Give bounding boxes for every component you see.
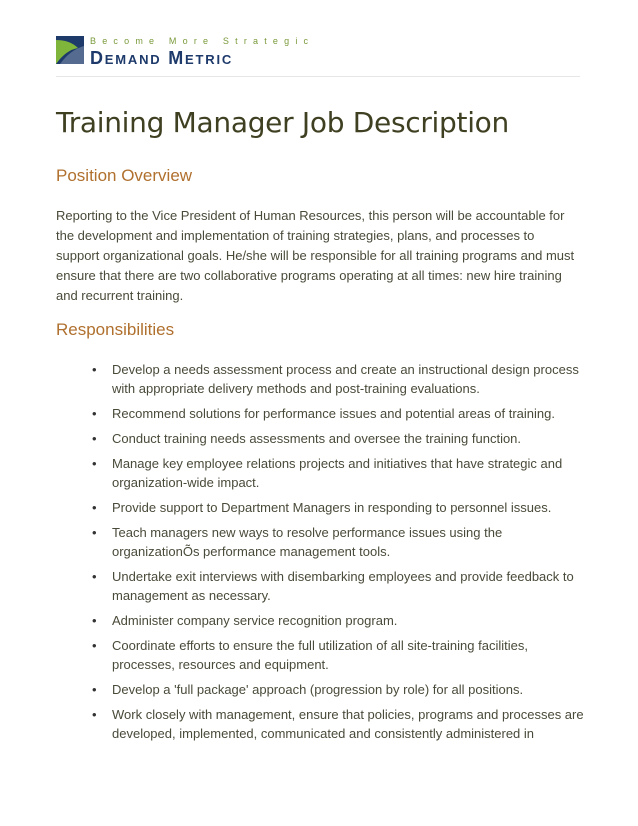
list-item [56,523,586,561]
bullet-icon: • [92,406,97,421]
responsibility-text: Teach managers new ways to resolve performance issues using the organizationÕs performance management tools. [112,525,503,559]
bullet-icon: • [92,638,97,653]
responsibility-text: Conduct training needs assessments and oversee the training function. [112,431,522,446]
responsibility-text: Administer company service recognition program. [112,613,398,628]
bullet-icon: • [92,707,97,722]
bullet-icon: • [92,456,97,471]
responsibility-text: Recommend solutions for performance issues and potential areas of training. [112,406,555,421]
responsibility-text: Provide support to Department Managers in responding to personnel issues. [112,500,552,515]
responsibilities-heading: Responsibilities [56,320,175,339]
list-item [56,360,586,398]
position-overview-heading: Position Overview [56,166,193,185]
bullet-icon: • [92,569,97,584]
bullet-icon: • [92,362,97,377]
brand-name: Demand Metric [90,48,234,68]
bullet-icon: • [92,500,97,515]
header-divider [56,76,580,77]
responsibility-text: Undertake exit interviews with disembarking employees and provide feedback to management as necessary. [112,569,574,603]
list-item [56,636,586,674]
bullet-icon: • [92,613,97,628]
bullet-icon: • [92,682,97,697]
bullet-icon: • [92,525,97,540]
header [56,34,580,78]
list-item [56,611,586,630]
list-item [56,429,586,448]
responsibility-text: Develop a needs assessment process and create an instructional design process with appropriate delivery methods and post-training evaluations. [112,362,579,396]
list-item [56,454,586,492]
list-item [56,567,586,605]
responsibility-text: Work closely with management, ensure that policies, programs and processes are developed, implemented, communicated and consistently administered in [112,707,584,741]
demand-metric-logo-icon [56,36,84,64]
responsibilities-list [56,360,586,749]
list-item [56,680,586,699]
list-item [56,705,586,743]
list-item [56,404,586,423]
page-title: Training Manager Job Description [56,106,509,139]
responsibility-text: Manage key employee relations projects and initiatives that have strategic and organization-wide impact. [112,456,563,490]
list-item [56,498,586,517]
bullet-icon: • [92,431,97,446]
responsibility-text: Coordinate efforts to ensure the full utilization of all site-training facilities, processes, resources and equipment. [112,638,528,672]
tagline: Become More Strategic [90,36,315,46]
position-overview-text: Reporting to the Vice President of Human Resources, this person will be accountable for the development and implementation of training strategies, plans, and processes to support organizational goals. He/she will be responsible for all training programs and must ensure that there are two collaborative programs operating at all times: new hire training and recurrent training. [56,208,575,303]
responsibility-text: Develop a 'full package' approach (progression by role) for all positions. [112,682,524,697]
